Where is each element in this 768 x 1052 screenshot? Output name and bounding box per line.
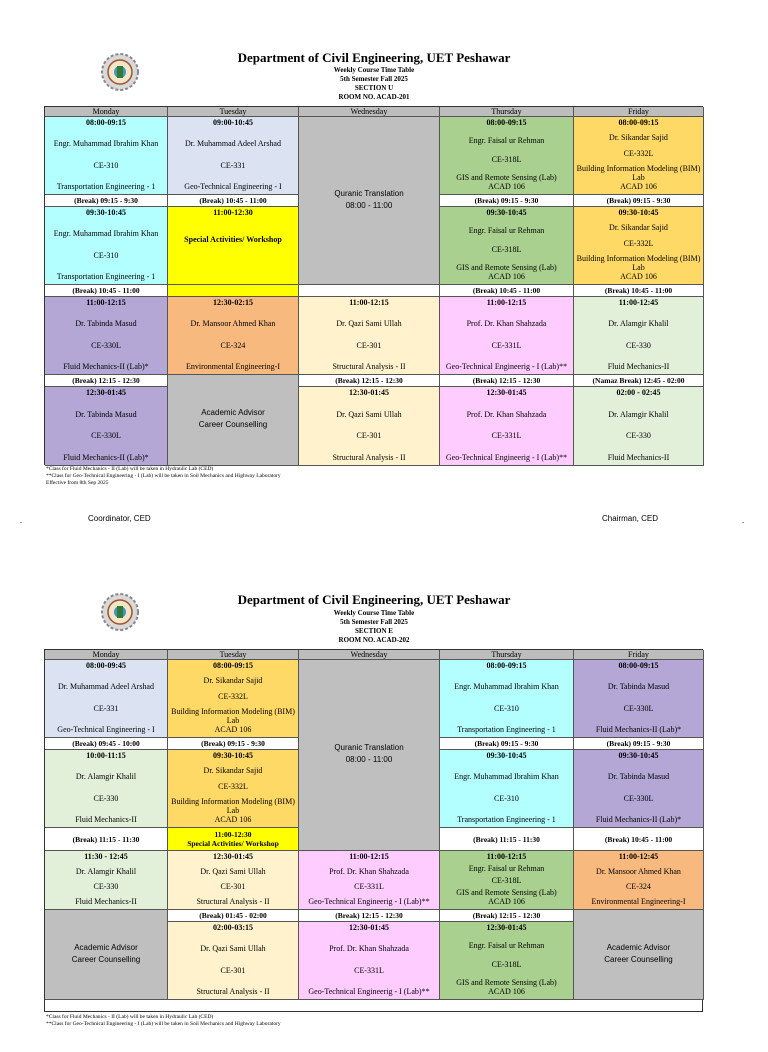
slot-time: 11:30 - 12:45 xyxy=(84,852,128,861)
slot-room: ACAD 106 xyxy=(488,897,525,906)
timetable-grid xyxy=(44,649,703,1012)
slot-teacher: Dr. Qazi Sami Ullah xyxy=(336,409,402,419)
slot-time: 02:00-03:15 xyxy=(213,923,253,932)
slot-course: GIS and Remote Sensing (Lab) xyxy=(456,888,557,897)
slot-course: Fluid Mechanics-II xyxy=(607,452,670,462)
day-header-tuesday: Tuesday xyxy=(168,107,299,117)
slot-teacher: Dr. Tabinda Masud xyxy=(607,682,670,692)
slot-time: 11:00-12:30 xyxy=(213,208,253,217)
slot-teacher: Engr. Muhammad Ibrahim Khan xyxy=(53,229,159,239)
slot-teacher: Engr. Faisal ur Rehman xyxy=(468,226,545,236)
slot-course: Transportation Engineering - 1 xyxy=(56,271,156,281)
slot-time: 08:00-09:15 xyxy=(618,661,659,670)
slot-course: Fluid Mechanics-II (Lab)* xyxy=(63,452,149,462)
slot-time: 12:30-01:45 xyxy=(349,388,389,397)
slot-teacher: Engr. Faisal ur Rehman xyxy=(468,941,545,951)
break-slot: (Break) 12:15 - 12:30 xyxy=(440,910,574,922)
slot-time: 12:30-02:15 xyxy=(213,298,253,307)
slot-teacher: Dr. Mansoor Ahmed Khan xyxy=(596,867,681,876)
slot-course: Fluid Mechanics-II (Lab)* xyxy=(63,361,149,371)
dot-mark: . xyxy=(742,516,744,525)
slot-course: Transportation Engineering - 1 xyxy=(56,181,156,191)
class-slot xyxy=(168,922,299,1000)
class-slot xyxy=(440,851,574,910)
advisor-slot xyxy=(574,910,704,1000)
day-header-wednesday: Wednesday xyxy=(299,650,440,660)
break-slot: (Break) 12:15 - 12:30 xyxy=(45,375,168,387)
slot-time: 08:00-09:15 xyxy=(486,118,527,127)
slot-room: ACAD 106 xyxy=(488,181,525,191)
slot-code: CE-331L xyxy=(354,965,384,975)
slot-room: ACAD 106 xyxy=(620,181,657,191)
slot-teacher: Engr. Faisal ur Rehman xyxy=(468,136,545,146)
break-slot: (Break) 12:15 - 12:30 xyxy=(440,375,574,387)
class-slot xyxy=(168,117,299,195)
slot-code: CE-331 xyxy=(220,160,246,170)
class-slot xyxy=(574,660,704,738)
slot-teacher: Dr. Qazi Sami Ullah xyxy=(200,944,266,954)
day-header-tuesday: Tuesday xyxy=(168,650,299,660)
slot-code: CE-330 xyxy=(626,340,651,350)
slot-time: 12:30-01:45 xyxy=(349,923,389,932)
footnote: **Class for Geo-Technical Engineering - I (Lab) will be taken in Soil Mechanics and Highway Laboratory xyxy=(46,473,281,479)
slot-time: 09:30-10:45 xyxy=(486,208,527,217)
slot-time: 08:00-09:45 xyxy=(86,661,126,670)
break-slot: (Break) 11:15 - 11:30 xyxy=(45,828,168,851)
break-slot: (Break) 10:45 - 11:00 xyxy=(574,828,704,851)
slot-teacher: Dr. Mansoor Ahmed Khan xyxy=(190,319,276,329)
break-slot: (Break) 09:45 - 10:00 xyxy=(45,738,168,750)
slot-course: Fluid Mechanics-II xyxy=(607,361,670,371)
break-slot: (Break) 10:45 - 11:00 xyxy=(574,285,704,297)
slot-course: Environmental Engineering-I xyxy=(186,361,280,371)
slot-course: Career Counselling xyxy=(71,954,141,964)
class-slot xyxy=(168,750,299,828)
class-slot xyxy=(440,117,574,195)
class-slot xyxy=(299,297,440,375)
break-slot: (Break) 09:15 - 9:30 xyxy=(574,195,704,207)
slot-time: 10:00-11:15 xyxy=(86,751,126,760)
slot-course: Career Counselling xyxy=(198,420,268,429)
day-header-friday: Friday xyxy=(574,107,704,117)
day-header-thursday: Thursday xyxy=(440,107,574,117)
page-title: Department of Civil Engineering, UET Peshawar xyxy=(237,592,511,607)
slot-teacher: Dr. Sikandar Sajid xyxy=(203,766,263,776)
class-slot xyxy=(574,297,704,375)
timetable-section-u xyxy=(0,0,768,525)
class-slot xyxy=(45,750,168,828)
slot-code: CE-332L xyxy=(218,781,248,791)
footnotes xyxy=(46,466,281,487)
slot-room: ACAD 106 xyxy=(620,271,657,281)
day-header-thursday: Thursday xyxy=(440,650,574,660)
slot-code: CE-301 xyxy=(220,965,246,975)
slot-course: Geo-Technical Engineerig - I (Lab)** xyxy=(308,986,430,996)
subtitle: Weekly Course Time Table xyxy=(333,66,415,74)
dot-mark: . xyxy=(20,516,22,525)
class-slot xyxy=(574,117,704,195)
slot-code: CE-324 xyxy=(220,340,246,350)
slot-code: CE-330L xyxy=(91,340,121,350)
break-slot: (Break) 09:15 - 9:30 xyxy=(45,195,168,207)
slot-time: 08:00-09:15 xyxy=(618,118,659,127)
semester: 5th Semester Fall 2025 xyxy=(340,75,408,83)
subtitle: Weekly Course Time Table xyxy=(333,609,415,617)
empty-slot xyxy=(168,285,299,297)
advisor-slot xyxy=(168,375,299,466)
slot-code: CE-318L xyxy=(491,244,522,254)
class-slot xyxy=(440,297,574,375)
slot-code: CE-332L xyxy=(623,148,654,158)
class-slot xyxy=(440,387,574,466)
day-header-friday: Friday xyxy=(574,650,704,660)
slot-code: CE-310 xyxy=(93,160,119,170)
class-slot xyxy=(168,660,299,738)
footnote: **Class for Geo-Technical Engineering - I (Lab) will be taken in Soil Mechanics and Highway Laboratory xyxy=(46,1021,281,1027)
slot-code: CE-331L xyxy=(491,340,522,350)
slot-teacher: Dr. Sikandar Sajid xyxy=(203,676,263,686)
slot-time: 12:30-01:45 xyxy=(213,852,253,861)
slot-time: 02:00 - 02:45 xyxy=(616,388,661,397)
slot-code: CE-301 xyxy=(356,340,382,350)
class-slot-quranic xyxy=(299,117,440,285)
class-slot xyxy=(168,297,299,375)
slot-course: Building Information Modeling (BIM) Lab xyxy=(576,253,701,272)
class-slot xyxy=(440,750,574,828)
break-slot: (Break) 09:15 - 9:30 xyxy=(168,738,299,750)
slot-course: Special Activities/ Workshop xyxy=(184,235,282,244)
slot-code: CE-310 xyxy=(93,250,119,260)
slot-course: Special Activities/ Workshop xyxy=(187,839,279,848)
class-slot xyxy=(440,660,574,738)
slot-teacher: Dr. Tabinda Masud xyxy=(75,319,137,329)
slot-time: 08:00 - 11:00 xyxy=(345,755,393,764)
class-slot xyxy=(45,117,168,195)
slot-teacher: Dr. Qazi Sami Ullah xyxy=(336,319,402,329)
slot-code: CE-318L xyxy=(491,154,522,164)
slot-time: 11:00-12:30 xyxy=(214,830,252,839)
slot-course: Career Counselling xyxy=(604,954,673,964)
slot-course: Fluid Mechanics-II (Lab)* xyxy=(595,724,682,734)
advisor-slot xyxy=(45,910,168,1000)
class-slot-quranic xyxy=(299,660,440,851)
class-slot xyxy=(440,922,574,1000)
class-slot xyxy=(574,387,704,466)
break-slot: (Break) 09:15 - 9:30 xyxy=(574,738,704,750)
slot-code: CE-330 xyxy=(93,793,119,803)
slot-course: Geo-Technical Engineerig - I (Lab)** xyxy=(445,361,568,371)
slot-teacher: Dr. Alamgir Khalil xyxy=(608,319,669,329)
slot-time: 11:00-12:15 xyxy=(486,852,527,861)
slot-code: CE-330L xyxy=(91,431,121,441)
slot-teacher: Dr. Muhammad Adeel Arshad xyxy=(58,682,154,692)
slot-course: Quranic Translation xyxy=(334,188,404,198)
slot-code: CE-331L xyxy=(354,882,384,891)
section-label: SECTION E xyxy=(355,627,393,635)
slot-code: CE-331 xyxy=(93,703,119,713)
slot-teacher: Prof. Dr. Khan Shahzada xyxy=(466,409,547,419)
slot-code: CE-310 xyxy=(494,793,519,803)
footnotes xyxy=(46,1014,281,1028)
slot-time: 08:00 - 11:00 xyxy=(345,200,393,210)
slot-code: CE-301 xyxy=(220,882,246,891)
class-slot xyxy=(45,387,168,466)
section-label: SECTION U xyxy=(354,84,394,92)
empty-slot xyxy=(299,285,440,297)
class-slot xyxy=(45,207,168,285)
slot-code: CE-330L xyxy=(623,793,654,803)
slot-course: Transportation Engineering - 1 xyxy=(457,814,556,824)
page-title: Department of Civil Engineering, UET Peshawar xyxy=(237,50,511,65)
slot-teacher: Dr. Tabinda Masud xyxy=(607,772,670,782)
break-slot: (Break) 10:45 - 11:00 xyxy=(168,195,299,207)
slot-course: Fluid Mechanics-II xyxy=(75,814,137,824)
break-slot: (Break) 01:45 - 02:00 xyxy=(168,910,299,922)
slot-teacher: Engr. Muhammad Ibrahim Khan xyxy=(454,682,559,692)
break-slot: (Break) 12:15 - 12:30 xyxy=(299,910,440,922)
slot-teacher: Dr. Alamgir Khalil xyxy=(75,772,137,782)
slot-time: 11:00-12:15 xyxy=(86,298,126,307)
slot-course: Structural Analysis - II xyxy=(332,361,406,371)
class-slot xyxy=(574,207,704,285)
slot-teacher: Dr. Sikandar Sajid xyxy=(609,223,668,233)
class-slot xyxy=(574,851,704,910)
class-slot xyxy=(45,851,168,910)
slot-course: Environmental Engineering-I xyxy=(591,897,686,906)
slot-time: 08:00-09:15 xyxy=(213,661,253,670)
day-header-monday: Monday xyxy=(45,107,168,117)
slot-time: 11:00-12:45 xyxy=(618,298,659,307)
footnote: *Class for Fluid Mechanics - II (Lab) will be taken in Hydraulic Lab (CED) xyxy=(46,1014,214,1020)
slot-course: Building Information Modeling (BIM) Lab xyxy=(171,796,295,815)
slot-teacher: Dr. Alamgir Khalil xyxy=(75,867,137,876)
footnote: *Class for Fluid Mechanics - II (Lab) will be taken in Hydraulic Lab (CED) xyxy=(46,466,214,472)
slot-time: 09:30-10:45 xyxy=(618,208,659,217)
chairman-signature: Chairman, CED xyxy=(602,514,659,523)
slot-course: Fluid Mechanics-II (Lab)* xyxy=(595,814,682,824)
slot-teacher: Prof. Dr. Khan Shahzada xyxy=(329,867,409,876)
class-slot xyxy=(299,851,440,910)
break-slot: (Break) 10:45 - 11:00 xyxy=(45,285,168,297)
slot-time: 09:30-10:45 xyxy=(618,751,659,760)
slot-course: Structural Analysis - II xyxy=(332,452,406,462)
room-label: ROOM NO. ACAD-202 xyxy=(338,636,410,644)
slot-time: 11:00-12:15 xyxy=(349,852,389,861)
class-slot xyxy=(440,207,574,285)
slot-time: 12:30-01:45 xyxy=(486,388,527,397)
timetable-grid xyxy=(44,106,703,465)
slot-time: 11:00-12:45 xyxy=(618,852,659,861)
slot-course: Geo-Technical Engineerig - I (Lab)** xyxy=(445,452,568,462)
slot-code: CE-324 xyxy=(626,882,651,891)
slot-code: CE-330 xyxy=(626,431,651,441)
coordinator-signature: Coordinator, CED xyxy=(88,514,151,523)
break-slot: (Break) 09:15 - 9:30 xyxy=(440,195,574,207)
break-slot: (Break) 10:45 - 11:00 xyxy=(440,285,574,297)
class-slot xyxy=(45,297,168,375)
slot-teacher: Engr. Muhammad Ibrahim Khan xyxy=(53,139,159,149)
slot-code: CE-318L xyxy=(491,959,522,969)
slot-course: Building Information Modeling (BIM) Lab xyxy=(576,163,701,182)
day-header-wednesday: Wednesday xyxy=(299,107,440,117)
slot-code: CE-332L xyxy=(623,238,654,248)
slot-course: Geo-Technical Engineering - I xyxy=(57,724,155,734)
slot-code: CE-310 xyxy=(494,703,519,713)
slot-course: Structural Analysis - II xyxy=(196,897,270,906)
slot-room: ACAD 106 xyxy=(214,724,252,734)
slot-time: 09:30-10:45 xyxy=(486,751,527,760)
break-slot: (Break) 09:15 - 9:30 xyxy=(440,738,574,750)
slot-code: CE-318L xyxy=(491,876,522,885)
slot-course: Geo-Technical Engineering - I xyxy=(184,181,282,191)
slot-code: CE-331L xyxy=(491,431,522,441)
slot-course: GIS and Remote Sensing (Lab) xyxy=(456,172,557,182)
slot-teacher: Engr. Faisal ur Rehman xyxy=(468,864,545,873)
slot-course: Building Information Modeling (BIM) Lab xyxy=(171,706,295,725)
break-slot: (Namaz Break) 12:45 - 02:00 xyxy=(574,375,704,387)
slot-room: ACAD 106 xyxy=(488,986,525,996)
break-slot: (Break) 12:15 - 12:30 xyxy=(299,375,440,387)
timetable-section-e xyxy=(0,540,768,1052)
slot-code: CE-301 xyxy=(356,431,382,441)
slot-course: Academic Advisor xyxy=(201,408,265,417)
slot-teacher: Dr. Tabinda Masud xyxy=(75,409,137,419)
class-slot xyxy=(299,387,440,466)
semester: 5th Semester Fall 2025 xyxy=(340,618,408,626)
slot-teacher: Engr. Muhammad Ibrahim Khan xyxy=(454,772,559,782)
slot-time: 08:00-09:15 xyxy=(86,118,126,127)
slot-course: Structural Analysis - II xyxy=(196,986,270,996)
slot-course: Geo-Technical Engineerig - I (Lab)** xyxy=(308,897,430,906)
room-label: ROOM NO. ACAD-201 xyxy=(338,93,410,101)
class-slot xyxy=(168,851,299,910)
slot-time: 08:00-09:15 xyxy=(486,661,527,670)
slot-time: 12:30-01:45 xyxy=(86,388,126,397)
slot-teacher: Dr. Alamgir Khalil xyxy=(608,409,669,419)
slot-course: GIS and Remote Sensing (Lab) xyxy=(456,262,557,272)
class-slot xyxy=(45,660,168,738)
slot-time: 09:30-10:45 xyxy=(86,208,126,217)
slot-course: Academic Advisor xyxy=(606,942,671,952)
slot-teacher: Dr. Muhammad Adeel Arshad xyxy=(185,139,281,149)
slot-course: GIS and Remote Sensing (Lab) xyxy=(456,977,557,987)
slot-teacher: Prof. Dr. Khan Shahzada xyxy=(329,944,409,954)
slot-course: Quranic Translation xyxy=(334,743,404,752)
slot-course: Fluid Mechanics-II xyxy=(75,897,137,906)
slot-room: ACAD 106 xyxy=(488,271,525,281)
class-slot-special xyxy=(168,207,299,285)
footnote: Effective from 8th Sep 2025 xyxy=(46,480,109,486)
class-slot xyxy=(574,750,704,828)
slot-time: 11:00-12:15 xyxy=(486,298,527,307)
slot-time: 09:30-10:45 xyxy=(213,751,253,760)
slot-time: 12:30-01:45 xyxy=(486,923,527,932)
slot-teacher: Prof. Dr. Khan Shahzada xyxy=(466,319,547,329)
class-slot xyxy=(299,922,440,1000)
slot-teacher: Dr. Sikandar Sajid xyxy=(609,133,668,143)
slot-code: CE-332L xyxy=(218,691,248,701)
slot-code: CE-330L xyxy=(623,703,654,713)
slot-course: Transportation Engineering - 1 xyxy=(457,724,556,734)
slot-room: ACAD 106 xyxy=(214,814,252,824)
slot-course: Academic Advisor xyxy=(74,942,138,952)
slot-time: 11:00-12:15 xyxy=(349,298,389,307)
day-header-monday: Monday xyxy=(45,650,168,660)
break-slot: (Break) 11:15 - 11:30 xyxy=(440,828,574,851)
slot-teacher: Dr. Qazi Sami Ullah xyxy=(200,867,266,876)
slot-code: CE-330 xyxy=(93,882,119,891)
class-slot-special xyxy=(168,828,299,851)
slot-time: 09:00-10:45 xyxy=(213,118,253,127)
